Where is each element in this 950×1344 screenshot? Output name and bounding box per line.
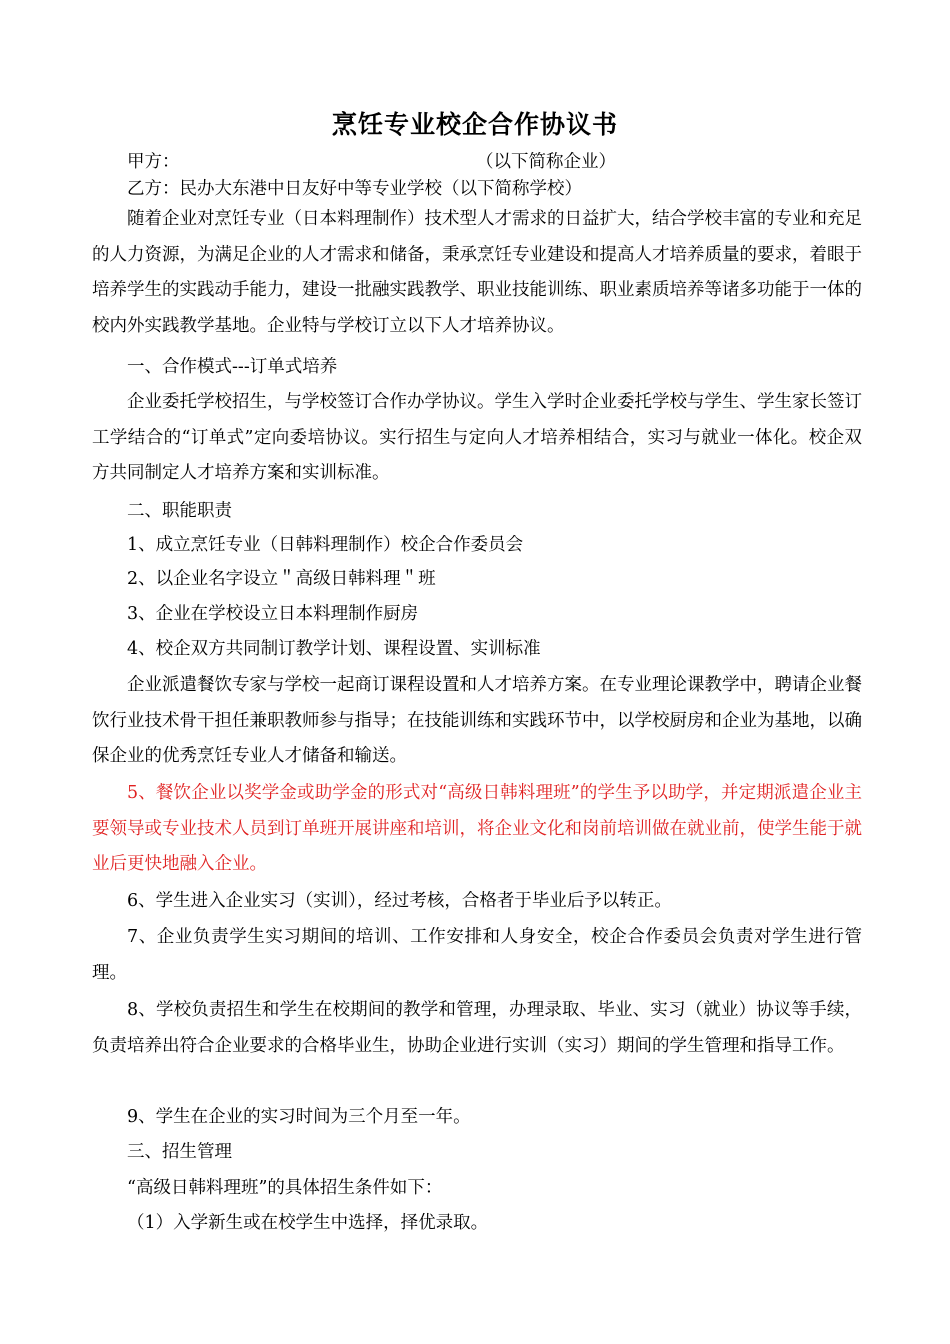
- document-title: 烹饪专业校企合作协议书: [331, 110, 618, 139]
- section1-heading: 一、合作模式---订单式培养: [127, 357, 338, 377]
- section3-heading: 三、招生管理: [127, 1142, 232, 1162]
- item-6: 6、学生进入企业实习（实训），经过考核，合格者于毕业后予以转正。: [127, 891, 672, 911]
- item-8: 8、学校负责招生和学生在校期间的教学和管理，办理录取、毕业、实习（就业）协议等手续，负责培养出符合企业要求的合格毕业生，协助企业进行实训（实习）期间的学生管理和指导工作。: [92, 1000, 862, 1056]
- party-a-label: 甲方：: [127, 152, 180, 172]
- party-b-line: 乙方：民办大东港中日友好中等专业学校（以下简称学校）: [127, 179, 582, 199]
- section1-body: 企业委托学校招生，与学校签订合作办学协议。学生入学时企业委托学校与学生、学生家长签订工学结合的“订单式”定向委培协议。实行招生与定向人才培养相结合，实习与就业一体化。校企双方共同制定人才培养方案和实训标准。: [92, 392, 862, 483]
- section3-body: “高级日韩料理班”的具体招生条件如下：: [127, 1178, 443, 1198]
- intro-paragraph: 随着企业对烹饪专业（日本料理制作）技术型人才需求的日益扩大，结合学校丰富的专业和充足的人力资源，为满足企业的人才需求和储备，秉承烹饪专业建设和提高人才培养质量的要求，着眼于培养学生的实践动手能力，建设一批融实践教学、职业技能训练、职业素质培养等诸多功能于一体的校内外实践教学基地。企业特与学校订立以下人才培养协议。: [92, 209, 862, 336]
- item-1: 1、成立烹饪专业（日韩料理制作）校企合作委员会: [127, 535, 524, 555]
- item-7: 7、企业负责学生实习期间的培训、工作安排和人身安全，校企合作委员会负责对学生进行管理。: [92, 927, 862, 983]
- item-4: 4、校企双方共同制订教学计划、课程设置、实训标准: [127, 639, 541, 659]
- item-3: 3、企业在学校设立日本料理制作厨房: [127, 604, 419, 624]
- section2-heading: 二、职能职责: [127, 501, 232, 521]
- section3-item-1: （1）入学新生或在校学生中选择，择优录取。: [127, 1213, 489, 1233]
- party-a-note: （以下简称企业）: [476, 152, 616, 172]
- item-5-highlight: 5、餐饮企业以奖学金或助学金的形式对“高级日韩料理班”的学生予以助学，并定期派遣企业主要领导或专业技术人员到订单班开展讲座和培训，将企业文化和岗前培训做在就业前，使学生能于就业后更快地融入企业。: [92, 783, 862, 874]
- item-9: 9、学生在企业的实习时间为三个月至一年。: [127, 1107, 471, 1127]
- item-4-body: 企业派遣餐饮专家与学校一起商订课程设置和人才培养方案。在专业理论课教学中，聘请企业餐饮行业技术骨干担任兼职教师参与指导；在技能训练和实践环节中，以学校厨房和企业为基地，以确保企业的优秀烹饪专业人才储备和输送。: [92, 675, 862, 766]
- item-2: 2、以企业名字设立＂高级日韩料理＂班: [127, 569, 436, 589]
